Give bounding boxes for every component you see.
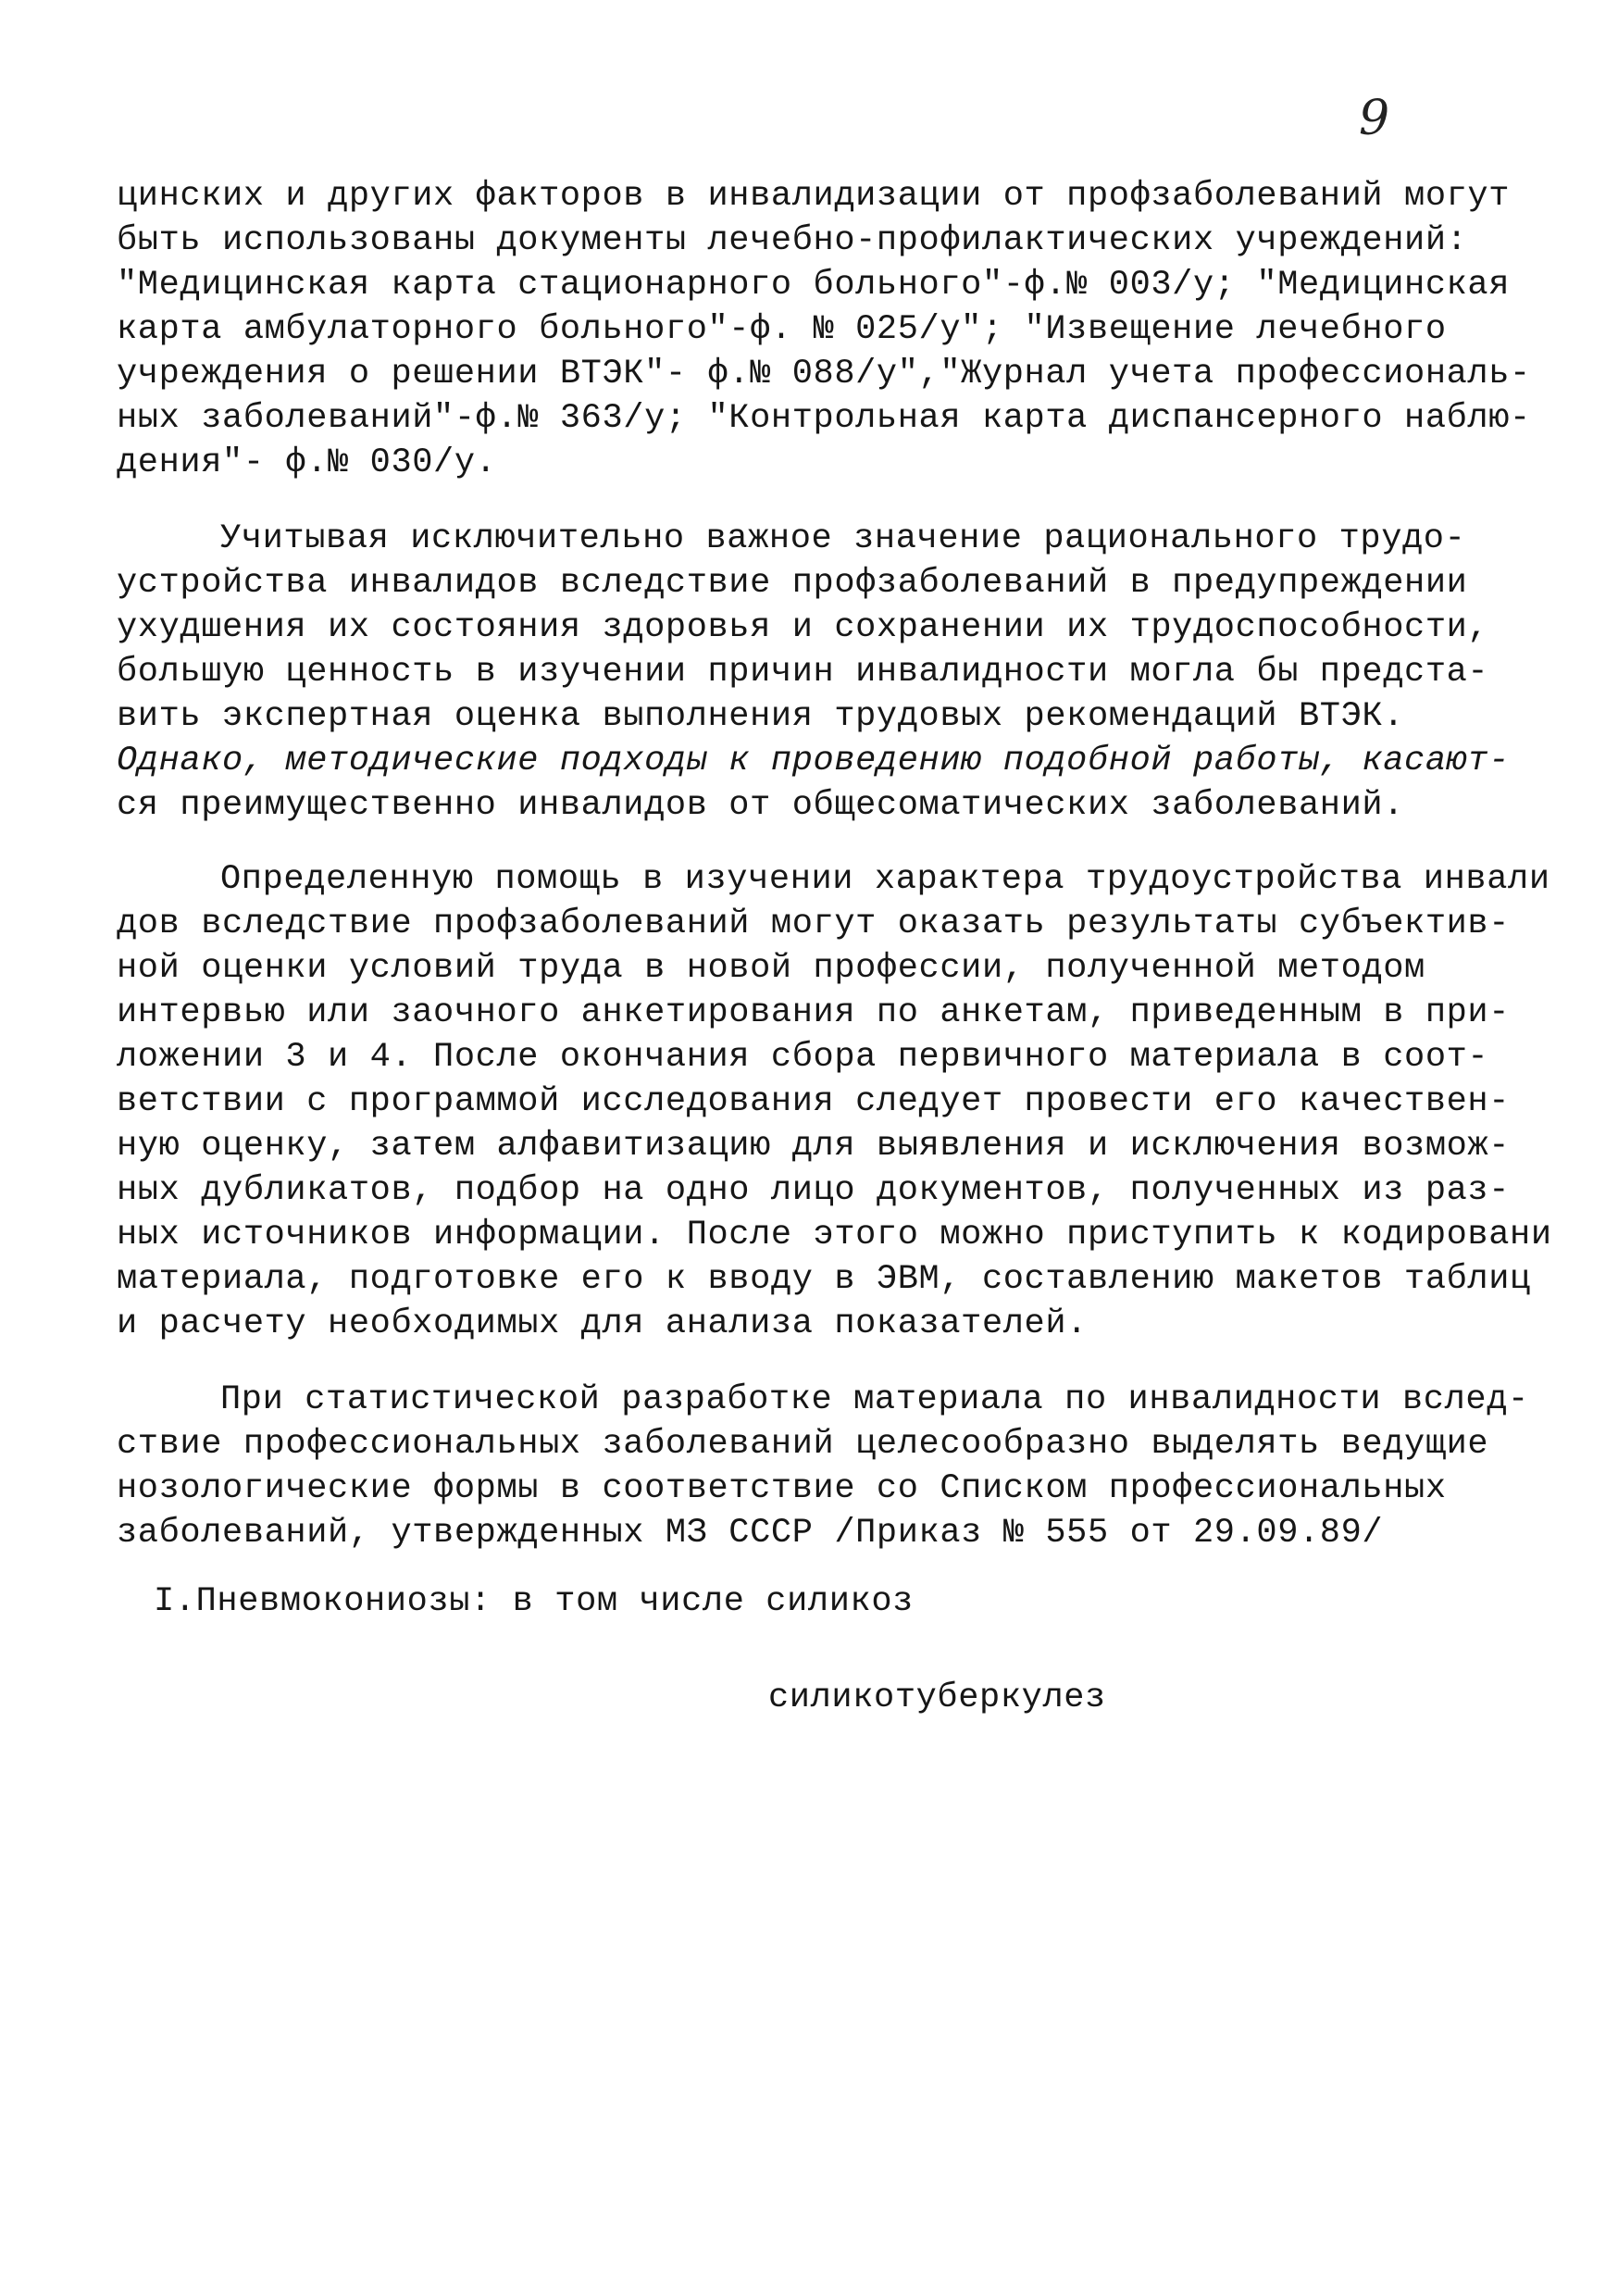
text-line: При статистической разработке материала по инвалидности вслед-	[220, 1380, 1529, 1419]
text-line: интервью или заочного анкетирования по анкетам, приведенным в при-	[117, 993, 1511, 1032]
text-line: ную оценку, затем алфавитизацию для выявления и исключения возмож-	[117, 1127, 1511, 1166]
text-line: ных заболеваний"-ф.№ 363/у; "Контрольная карта диспансерного наблю-	[117, 399, 1531, 438]
text-line: ухудшения их состояния здоровья и сохранении их трудоспособности,	[117, 608, 1489, 647]
text-line: и расчету необходимых для анализа показателей.	[117, 1304, 1088, 1343]
text-line: быть использованы документы лечебно-профилактических учреждений:	[117, 221, 1468, 260]
list-subitem: силикотуберкулез	[768, 1678, 1106, 1717]
list-item: I.Пневмокониозы: в том числе силикоз	[154, 1582, 914, 1621]
text-line: цинских и других факторов в инвалидизации от профзаболеваний могут	[117, 177, 1511, 216]
text-line: ных дубликатов, подбор на одно лицо документов, полученных из раз-	[117, 1171, 1511, 1210]
text-line: Учитывая исключительно важное значение рационального трудо-	[220, 519, 1466, 558]
text-line: ной оценки условий труда в новой профессии, полученной методом	[117, 949, 1425, 988]
text-line: Определенную помощь в изучении характера трудоустройства инвали	[220, 860, 1550, 899]
text-line: дов вследствие профзаболеваний могут оказать результаты субъектив-	[117, 905, 1511, 943]
text-line: большую ценность в изучении причин инвалидности могла бы предста-	[117, 653, 1489, 692]
text-line: ветствии с программой исследования следует провести его качествен-	[117, 1082, 1511, 1121]
text-line: устройства инвалидов вследствие профзаболеваний в предупреждении	[117, 564, 1468, 603]
text-line: "Медицинская карта стационарного больного"-ф.№ 003/у; "Медицинская	[117, 266, 1511, 305]
page-number: 9	[1359, 91, 1390, 146]
text-line: учреждения о решении ВТЭК"- ф.№ 088/у","Журнал учета профессиональ-	[117, 355, 1531, 393]
text-line: дения"- ф.№ 030/у.	[117, 443, 497, 482]
text-line: ных источников информации. После этого можно приступить к кодировани	[117, 1216, 1552, 1254]
text-line: вить экспертная оценка выполнения трудовых рекомендаций ВТЭК.	[117, 697, 1405, 736]
text-line: карта амбулаторного больного"-ф. № 025/у"; "Извещение лечебного	[117, 310, 1447, 349]
text-line: ся преимущественно инвалидов от общесоматических заболеваний.	[117, 786, 1405, 825]
text-line: ложении 3 и 4. После окончания сбора первичного материала в соот-	[117, 1038, 1489, 1077]
text-line: заболеваний, утвержденных МЗ СССР /Приказ № 555 от 29.09.89/	[117, 1514, 1384, 1553]
text-line: нозологические формы в соответствие со Списком профессиональных	[117, 1469, 1447, 1508]
text-line: ствие профессиональных заболеваний целесообразно выделять ведущие	[117, 1425, 1489, 1464]
text-line: Однако, методические подходы к проведению подобной работы, касают-	[117, 742, 1511, 780]
text-line: материала, подготовке его к вводу в ЭВМ, составлению макетов таблиц	[117, 1260, 1531, 1299]
